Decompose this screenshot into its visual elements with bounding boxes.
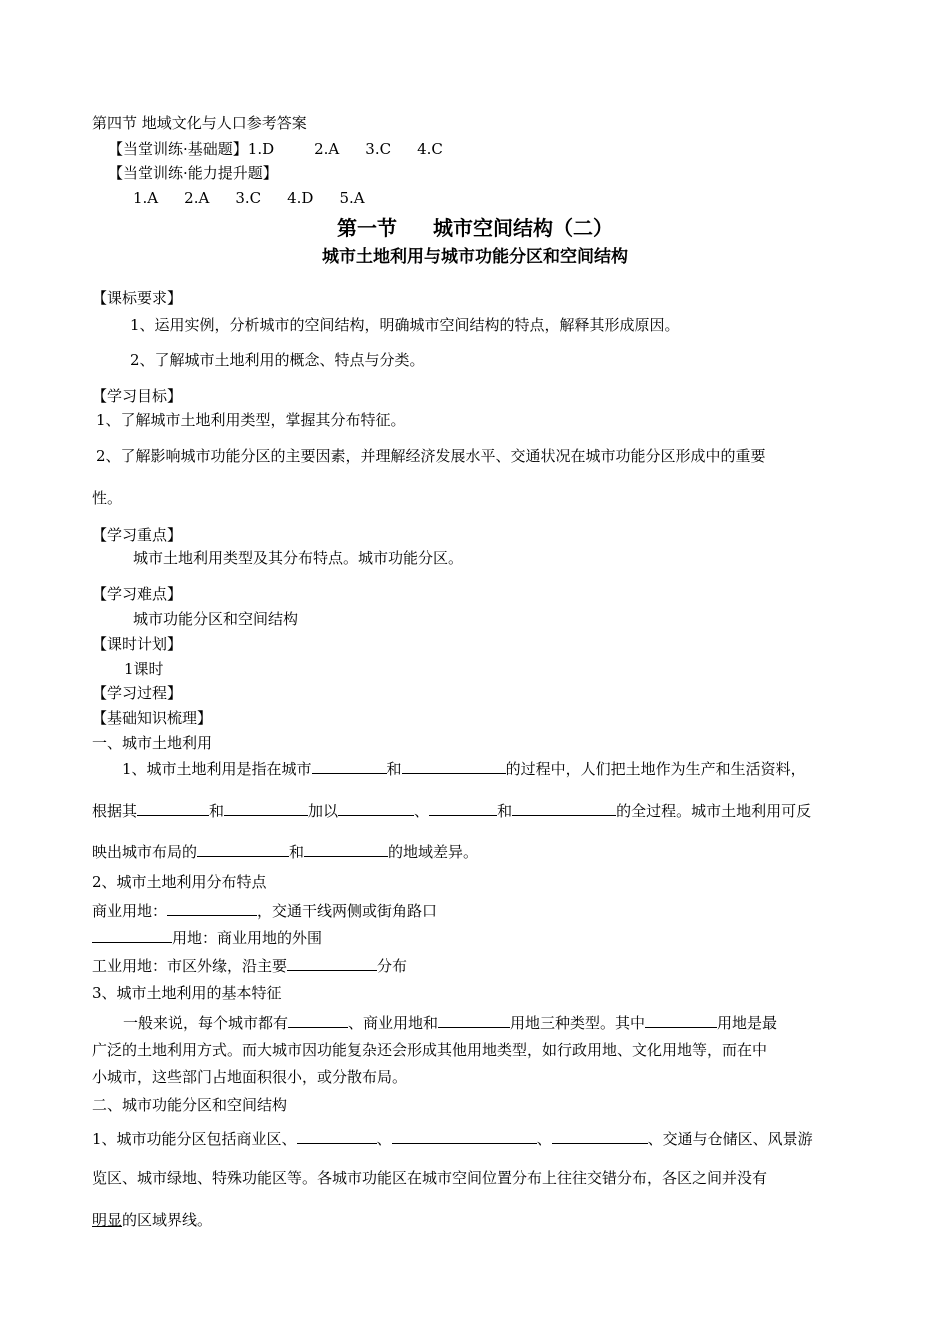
fill-blank[interactable]: [552, 1128, 648, 1144]
q2-heading: 2、城市土地利用分布特点: [92, 873, 267, 891]
part2-heading: 二、城市功能分区和空间结构: [92, 1096, 288, 1114]
fill-blank[interactable]: [438, 1012, 510, 1028]
answer-basic-2: 2.A: [314, 140, 340, 158]
curriculum-label: 【课标要求】: [92, 289, 183, 307]
curriculum-item-2: 2、了解城市土地利用的概念、特点与分类。: [130, 351, 425, 369]
objective-item-2-line1: 2、了解影响城市功能分区的主要因素，并理解经济发展水平、交通状况在城市功能分区形成中的重要: [96, 447, 766, 465]
part2-text-a: 1、城市功能分区包括商业区、: [92, 1130, 297, 1148]
q1-text-i: 的全过程。城市土地利用可反: [616, 802, 812, 820]
section-number: 第一节: [337, 216, 397, 240]
answer-adv-2: 2.A: [184, 189, 210, 207]
q1-text-d: 根据其: [92, 802, 138, 820]
q2-industrial-text: 分布: [377, 957, 408, 975]
q3-text-d: 用地是最: [717, 1014, 778, 1032]
q1-text-f: 加以: [308, 802, 339, 820]
process-label: 【学习过程】: [92, 684, 183, 702]
q2-commercial: [92, 900, 437, 921]
q1-text-a: 1、城市土地利用是指在城市: [122, 760, 312, 778]
focus-text: 城市土地利用类型及其分布特点。城市功能分区。: [133, 549, 464, 567]
fill-blank[interactable]: [167, 900, 257, 916]
q2-industrial-label: 工业用地：市区外缘，沿主要: [92, 957, 288, 975]
part2-line3: [92, 1210, 212, 1230]
part2-line2: 览区、城市绿地、特殊功能区等。各城市功能区在城市空间位置分布上往往交错分布，各区之间并没有: [92, 1169, 768, 1187]
part2-text-c: 、: [536, 1130, 552, 1148]
q2-industrial: [92, 955, 407, 976]
q3-text-c: 用地三种类型。其中: [510, 1014, 646, 1032]
q2-residential-text: 用地：商业用地的外围: [172, 929, 323, 947]
part2-text-rest: 的区域界线。: [122, 1211, 213, 1229]
answer-basic-3: 3.C: [365, 140, 392, 158]
answers-heading: 第四节 地域文化与人口参考答案: [92, 114, 307, 132]
part2-line1: [92, 1128, 813, 1149]
fill-blank[interactable]: [312, 758, 387, 774]
answer-adv-5: 5.A: [339, 189, 365, 207]
q1-text-e: 和: [209, 802, 225, 820]
schedule-text: 1课时: [124, 660, 164, 678]
chapter-title: [0, 212, 950, 241]
answers-advanced-row: [133, 188, 365, 208]
objectives-label: 【学习目标】: [92, 387, 183, 405]
fill-blank[interactable]: [287, 955, 377, 971]
q2-commercial-text: ，交通干线两侧或街角路口: [257, 902, 438, 920]
objective-item-2-line2: 性。: [92, 489, 123, 507]
fill-blank[interactable]: [429, 800, 497, 816]
q1-text-j: 映出城市布局的: [92, 843, 198, 861]
q1-text-c: 的过程中，人们把土地作为生产和生活资料，: [505, 760, 806, 778]
part2-text-b: 、: [376, 1130, 392, 1148]
schedule-label: 【课时计划】: [92, 635, 183, 653]
underlined-text: 明显: [92, 1211, 123, 1229]
fill-blank[interactable]: [402, 758, 506, 774]
fill-blank[interactable]: [512, 800, 616, 816]
q2-commercial-label: 商业用地：: [92, 902, 168, 920]
fill-blank[interactable]: [92, 927, 172, 943]
fill-blank[interactable]: [297, 1128, 377, 1144]
chapter-subtitle: 城市土地利用与城市功能分区和空间结构: [322, 247, 628, 267]
answer-adv-4: 4.D: [287, 189, 314, 207]
part2-text-d: 、交通与仓储区、风景游: [647, 1130, 813, 1148]
q3-line1: [123, 1012, 777, 1033]
objective-item-1: 1、了解城市土地利用类型，掌握其分布特征。: [96, 411, 406, 429]
answers-basic-row: [108, 139, 443, 159]
difficulty-label: 【学习难点】: [92, 585, 183, 603]
q1-line1: [108, 758, 806, 779]
curriculum-item-1: 1、运用实例，分析城市的空间结构，明确城市空间结构的特点，解释其形成原因。: [130, 316, 680, 334]
q3-line2: 广泛的土地利用方式。而大城市因功能复杂还会形成其他用地类型，如行政用地、文化用地等，而在中: [92, 1041, 768, 1059]
fill-blank[interactable]: [288, 1012, 348, 1028]
answers-advanced-label: 【当堂训练·能力提升题】: [108, 164, 278, 182]
fill-blank[interactable]: [197, 841, 289, 857]
q1-text-k: 和: [289, 843, 305, 861]
fill-blank[interactable]: [338, 800, 414, 816]
basic-knowledge-label: 【基础知识梳理】: [92, 709, 213, 727]
q3-text-b: 、商业用地和: [348, 1014, 439, 1032]
section-title: 城市空间结构（二）: [433, 216, 613, 240]
answer-adv-1: 1.A: [133, 189, 159, 207]
answers-basic-label: 【当堂训练·基础题】: [108, 140, 248, 158]
answer-basic-1: 1.D: [247, 140, 275, 158]
q1-line2: [92, 800, 811, 821]
q3-heading: 3、城市土地利用的基本特征: [92, 984, 282, 1002]
answer-adv-3: 3.C: [235, 189, 262, 207]
focus-label: 【学习重点】: [92, 526, 183, 544]
fill-blank[interactable]: [392, 1128, 537, 1144]
fill-blank[interactable]: [304, 841, 388, 857]
fill-blank[interactable]: [224, 800, 308, 816]
q1-text-h: 和: [497, 802, 513, 820]
part1-heading: 一、城市土地利用: [92, 734, 213, 752]
q1-text-b: 和: [386, 760, 402, 778]
q3-text-a: 一般来说，每个城市都有: [123, 1014, 289, 1032]
q1-line3: [92, 841, 478, 862]
q2-residential: [92, 927, 322, 948]
q1-text-l: 的地域差异。: [388, 843, 479, 861]
answer-basic-4: 4.C: [417, 140, 443, 158]
fill-blank[interactable]: [137, 800, 209, 816]
q3-line3: 小城市，这些部门占地面积很小，或分散布局。: [92, 1068, 408, 1086]
q1-text-g: 、: [414, 802, 430, 820]
fill-blank[interactable]: [645, 1012, 717, 1028]
difficulty-text: 城市功能分区和空间结构: [133, 610, 299, 628]
